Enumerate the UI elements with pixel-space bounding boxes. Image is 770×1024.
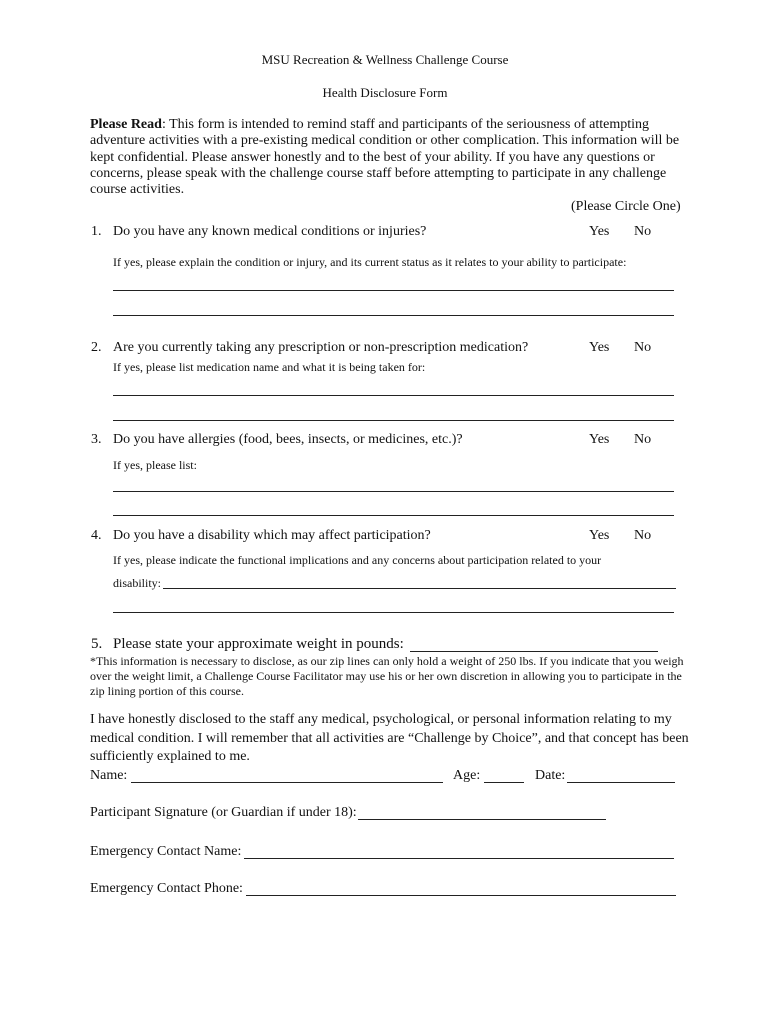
emergency-phone-label: Emergency Contact Phone: (90, 881, 243, 896)
q2-no-option[interactable]: No (634, 340, 652, 355)
q2-text: Are you currently taking any prescription or non-prescription medication? (113, 340, 529, 355)
name-label: Name: (90, 768, 128, 783)
q3-no-option[interactable]: No (634, 432, 652, 447)
weight-field[interactable] (410, 651, 658, 652)
q1-yes-option[interactable]: Yes (589, 224, 610, 239)
q2-followup: If yes, please list medication name and what it is being taken for: (113, 360, 426, 374)
q2-answer-line-2[interactable] (113, 420, 674, 421)
emergency-name-field[interactable] (244, 858, 674, 859)
q4-yes-option[interactable]: Yes (589, 528, 610, 543)
q4-followup-disability: disability: (113, 576, 161, 590)
intro-lead: Please Read (90, 117, 162, 132)
name-field[interactable] (131, 782, 443, 783)
form-title: Health Disclosure Form (322, 85, 448, 100)
signature-label: Participant Signature (or Guardian if under 18): (90, 805, 357, 820)
q1-no-option[interactable]: No (634, 224, 652, 239)
q1-answer-line-1[interactable] (113, 290, 674, 291)
date-label: Date: (535, 768, 566, 783)
age-field[interactable] (484, 782, 524, 783)
emergency-phone-field[interactable] (246, 895, 676, 896)
attestation-text: I have honestly disclosed to the staff any medical, psychological, or personal information relating to my medical condition. I will remember that all activities are “Challenge by Choice”, and that concept has been sufficiently explained to me. (90, 712, 689, 764)
q4-text: Do you have a disability which may affect participation? (113, 528, 431, 543)
q3-answer-line-1[interactable] (113, 491, 674, 492)
q1-followup: If yes, please explain the condition or injury, and its current status as it relates to your ability to participate: (113, 255, 627, 269)
q4-no-option[interactable]: No (634, 528, 652, 543)
q4-answer-line-1[interactable] (163, 588, 676, 589)
org-title: MSU Recreation & Wellness Challenge Course (261, 52, 509, 67)
date-field[interactable] (567, 782, 675, 783)
q3-number: 3. (91, 432, 102, 447)
q3-followup: If yes, please list: (113, 458, 197, 472)
q2-yes-option[interactable]: Yes (589, 340, 610, 355)
age-label: Age: (453, 768, 481, 783)
circle-note: (Please Circle One) (571, 199, 681, 214)
q5-text: Please state your approximate weight in pounds: (113, 636, 404, 652)
q3-yes-option[interactable]: Yes (589, 432, 610, 447)
q4-followup: If yes, please indicate the functional implications and any concerns about participation related to your (113, 553, 602, 567)
q1-answer-line-2[interactable] (113, 315, 674, 316)
signature-field[interactable] (358, 819, 606, 820)
q2-number: 2. (91, 340, 102, 355)
emergency-name-label: Emergency Contact Name: (90, 844, 242, 859)
q3-text: Do you have allergies (food, bees, insects, or medicines, etc.)? (113, 432, 463, 447)
q5-note: *This information is necessary to disclose, as our zip lines can only hold a weight of 250 lbs. If you indicate that you weigh over the weight limit, a Challenge Course Facilitator may use his or her own discretion in allowing you to participate in the zip lining portion of this course. (90, 654, 684, 698)
q4-number: 4. (91, 528, 102, 543)
q3-answer-line-2[interactable] (113, 515, 674, 516)
q1-number: 1. (91, 224, 102, 239)
q1-text: Do you have any known medical conditions or injuries? (113, 224, 427, 239)
q5-number: 5. (91, 636, 103, 652)
q2-answer-line-1[interactable] (113, 395, 674, 396)
intro-text: : This form is intended to remind staff and participants of the seriousness of attempting adventure activities with a pre-existing medical condition or other complication. This information will be kept confidential. Please answer honestly and to the best of your ability. If you have any questions or concerns, please speak with the challenge course staff before attempting to participate in any challenge course activities. (90, 117, 680, 198)
q4-answer-line-2[interactable] (113, 612, 674, 613)
intro-paragraph (90, 117, 690, 198)
